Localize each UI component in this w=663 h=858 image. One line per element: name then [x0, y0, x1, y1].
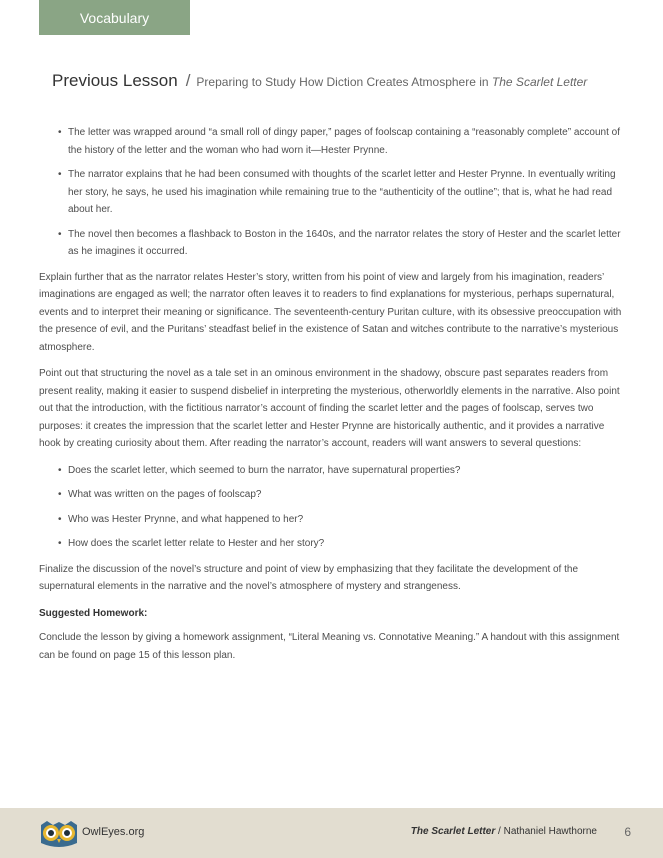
paragraph-explain: Explain further that as the narrator relates Hester’s story, written from his point of view and largely from his imagination, readers’ imaginations are engaged as well; the narrator often leaves it to readers to find explanations for mysterious, perhaps supernatural, events and to interpret their meaning or significance. The seventeenth-century Puritan culture, with its obsessive preoccupation with the presence of evil, and the Puritans’ steadfast belief in the existence of Satan and witches contribute to the narrative’s mysterious atmosphere.: [39, 271, 622, 353]
heading-sub-title: The Scarlet Letter: [491, 75, 588, 89]
heading-sub-prefix: Preparing to Study How Diction Creates Atmosphere in: [196, 75, 489, 89]
list-item: • Does the scarlet letter, which seemed to burn the narrator, have supernatural properties?: [68, 462, 625, 480]
footer-author: / Nathaniel Hawthorne: [495, 826, 597, 837]
paragraph-finalize: Finalize the discussion of the novel’s structure and point of view by emphasizing that they facilitate the development of the supernatural elements in the narrative and the novel’s atmosphere of mystery and strangeness.: [39, 563, 579, 592]
list-item: • How does the scarlet letter relate to Hester and her story?: [68, 535, 625, 553]
homework-text: Conclude the lesson by giving a homework assignment, “Literal Meaning vs. Connotative Meaning.” A handout with this assignment can be found on page 15 of this lesson plan.: [39, 632, 620, 661]
heading-main: Previous Lesson: [52, 71, 178, 90]
lesson-content: [39, 124, 625, 673]
homework-heading: Suggested Homework:: [39, 607, 148, 619]
page-footer: [0, 808, 663, 858]
paragraph-point-out: Point out that structuring the novel as a tale set in an ominous environment in the shadowy, obscure past separates readers from present reality, making it easier to suspend disbelief in interpreting the mysterious, otherworldly elements in the narrative. Also point out that the introduction, with the fictitious narrator’s account of finding the scarlet letter and the pages of foolscap, serves two purposes: it creates the impression that the scarlet letter and Hester Prynne are historically authentic, and it provides a narrative hook by creating curiosity about them. After reading the narrator’s account, readers will want answers to several questions:: [39, 368, 620, 449]
footer-book-credit: [411, 826, 597, 837]
section-tab: Vocabulary: [39, 0, 190, 35]
list-item: • The novel then becomes a flashback to Boston in the 1640s, and the narrator relates the story of Hester and the scarlet letter as he imagines it occurred.: [68, 226, 625, 261]
list-item: • Who was Hester Prynne, and what happened to her?: [68, 511, 625, 529]
list-item: • What was written on the pages of foolscap?: [68, 486, 625, 504]
list-item: • The narrator explains that he had been consumed with thoughts of the scarlet letter and Hester Prynne. In eventually writing her story, he says, he used his imagination while remaining true to the “authenticity of the outline”; that is, what he had read about her.: [68, 166, 625, 219]
brand-name[interactable]: OwlEyes.org: [82, 826, 145, 838]
bullet-list-summary: [39, 124, 625, 261]
list-item: • The letter was wrapped around “a small roll of dingy paper,” pages of foolscap containing a “reasonably complete” account of the history of the letter and the woman who had worn it—Hester Prynne.: [68, 124, 625, 159]
owl-icon: [39, 819, 79, 849]
page-number: 6: [624, 825, 631, 839]
heading-separator: /: [185, 71, 191, 90]
footer-book-title: The Scarlet Letter: [410, 826, 496, 837]
heading-subtitle: [196, 75, 587, 89]
bullet-list-questions: [39, 462, 625, 553]
page-heading: [52, 71, 652, 91]
